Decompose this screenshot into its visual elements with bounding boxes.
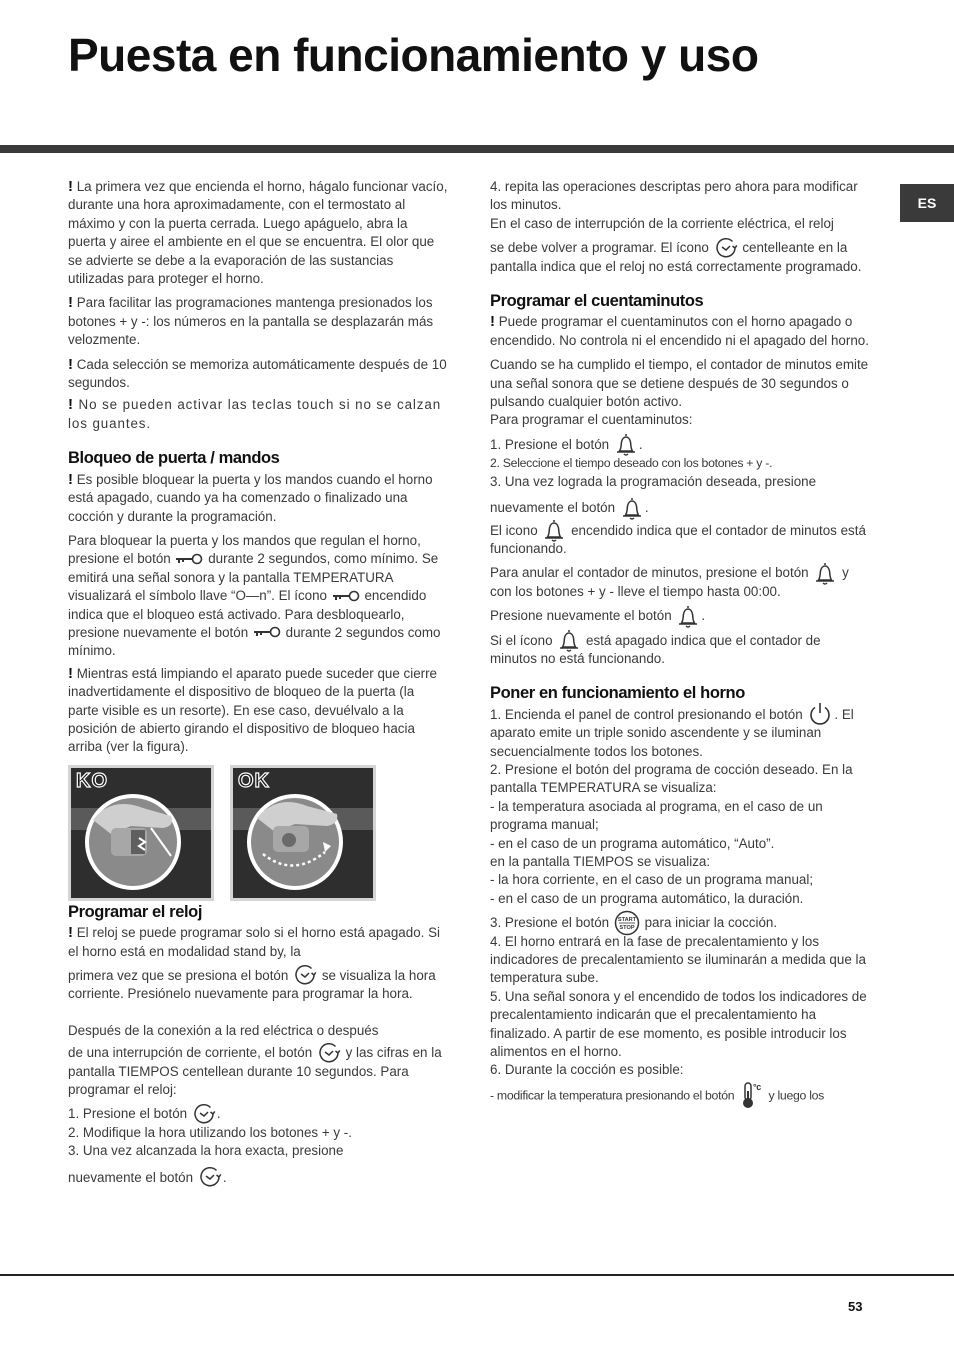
timer-intro: Para programar el cuentaminutos: — [490, 412, 693, 428]
timer-cancel: Para anular el contador de minutos, presione el botón y con los botones + y - lleve el tiempo hasta 00:00. — [490, 564, 870, 601]
key-icon — [332, 589, 360, 603]
clock-after-connection: Después de la conexión a la red eléctrica o después — [68, 1022, 379, 1038]
bell-icon — [813, 560, 837, 586]
key-icon — [175, 552, 203, 566]
note-memory: ! Cada selección se memoriza automáticamente después de 10 segundos. — [68, 355, 447, 391]
bell-icon — [542, 517, 566, 543]
page-title: Puesta en funcionamiento y uso — [68, 29, 759, 81]
clock-step-3-cont: nuevamente el botón . — [68, 1169, 448, 1187]
clock-icon — [198, 1165, 222, 1189]
oven-step-3: 3. Presione el botón START STOP para iniciar la cocción. — [490, 914, 870, 932]
oven-times-manual: - la hora corriente, en el caso de un programa manual; — [490, 872, 814, 888]
photo-ko — [68, 765, 214, 901]
warning-mark: ! — [68, 664, 73, 682]
clock-step-4: 4. repita las operaciones descriptas pero ahora para modificar los minutos. — [490, 179, 858, 213]
timer-step-3-cont: nuevamente el botón . — [490, 499, 870, 517]
bell-icon — [557, 627, 581, 653]
oven-temp-auto: - en el caso de un programa automático, “Auto”. — [490, 835, 775, 851]
timer-off-note: Si el ícono está apagado indica que el contador de minutos no está funcionando. — [490, 632, 870, 669]
oven-times-auto: - en el caso de un programa automático, la duración. — [490, 890, 804, 906]
timer-heading: Programar el cuentaminutos — [490, 292, 704, 311]
note-gloves: ! No se pueden activar las teclas touch si no se calzan los guantes. — [68, 396, 442, 431]
clock-step-3: 3. Una vez alcanzada la hora exacta, presione — [68, 1143, 344, 1159]
clock-icon — [317, 1041, 341, 1065]
oven-step-5: 5. Una señal sonora y el encendido de todos los indicadores de precalentamiento indicarán que el precalentamiento ha finalizado. A partir de ese momento, es posible introducir los alimentos en el horno. — [490, 988, 867, 1060]
clock-step-2: 2. Modifique la hora utilizando los botones + y -. — [68, 1124, 352, 1140]
thermometer-unit: °c — [753, 1081, 762, 1092]
lock-cleaning-note: ! Mientras está limpiando el aparato puede suceder que cierre inadvertidamente el dispositivo de bloqueo de la puerta (la parte visible es un resorte). En ese caso, devuélvalo a la posición de abierto girando el dispositivo de bloqueo hacia arriba (ver la figura). — [68, 664, 438, 755]
footer-rule — [0, 1274, 954, 1276]
start-label: START — [617, 916, 636, 923]
oven-step-6: 6. Durante la cocción es posible: — [490, 1062, 684, 1078]
timer-signal: Cuando se ha cumplido el tiempo, el contador de minutos emite una señal sonora que se detiene después de 30 segundos o pulsando cualquier botón activo. — [490, 357, 869, 410]
oven-step-4: 4. El horno entrará en la fase de precalentamiento y los indicadores de precalentamiento se iluminarán a medida que la temperatura sube. — [490, 933, 866, 986]
left-column — [68, 178, 448, 1191]
warning-mark: ! — [68, 355, 73, 373]
clock-heading: Programar el reloj — [68, 902, 203, 921]
clock-step-1: 1. Presione el botón . — [68, 1105, 448, 1123]
clock-flash-note: de una interrupción de corriente, el botón y las cifras en la pantalla TIEMPOS centellean durante 10 segundos. Para programar el reloj: — [68, 1044, 448, 1099]
key-icon — [253, 625, 281, 639]
lock-intro: ! Es posible bloquear la puerta y los mandos cuando el horno está apagado, cuando ya ha comenzado o finalizado una cocción y durante la programación. — [68, 470, 433, 524]
clock-first-press: primera vez que se presiona el botón se visualiza la hora corriente. Presiónelo nuevamente para programar la hora. — [68, 967, 448, 1004]
page-number: 53 — [848, 1299, 863, 1314]
power-cut-note-cont: se debe volver a programar. El ícono centelleante en la pantalla indica que el reloj no está correctamente programado. — [490, 239, 870, 276]
photo-ok — [230, 765, 376, 901]
stop-label: STOP — [619, 924, 635, 931]
warning-mark: ! — [68, 396, 74, 414]
oven-step-2: 2. Presione el botón del programa de cocción deseado. En la pantalla TEMPERATURA se visualiza: — [490, 761, 853, 796]
start-stop-icon — [614, 910, 640, 936]
clock-standby: ! El reloj se puede programar solo si el horno está apagado. Si el horno está en modalidad stand by, la — [68, 924, 440, 959]
bell-icon — [620, 495, 644, 521]
oven-step-1: 1. Encienda el panel de control presionando el botón . El aparato emite un triple sonido ascendente y se iluminan secuencialmente todos los botones. — [490, 706, 870, 761]
timer-step-2: 2. Seleccione el tiempo deseado con los botones + y -. — [490, 456, 773, 471]
header-rule — [0, 145, 954, 153]
note-first-use: ! La primera vez que encienda el horno, hágalo funcionar vacío, durante una hora aproximadamente, con el termostato al máximo y con la puerta cerrada. Luego apáguelo, abra la puerta y airee el ambiente en el que se encuentra. El olor que se advierte se debe a la evaporación de las sustancias utilizadas para proteger el horno. — [68, 178, 448, 287]
timer-step-3: 3. Una vez lograda la programación deseada, presione — [490, 473, 817, 489]
clock-icon — [192, 1102, 216, 1126]
power-cut-note: En el caso de interrupción de la corriente eléctrica, el reloj — [490, 215, 834, 231]
oven-times-intro: en la pantalla TIEMPOS se visualiza: — [490, 854, 711, 869]
clock-icon — [293, 963, 317, 987]
right-column — [490, 178, 870, 1110]
language-tab: ES — [900, 184, 954, 222]
lock-figure — [68, 765, 448, 899]
lock-heading: Bloqueo de puerta / mandos — [68, 449, 280, 468]
note-fast-scroll: ! Para facilitar las programaciones mantenga presionados los botones + y -: los números en la pantalla se desplazarán más velozmente. — [68, 294, 434, 348]
timer-press-again: Presione nuevamente el botón . — [490, 607, 870, 625]
oven-modify-temp: - modificar la temperatura presionando el botón °c y luego los — [490, 1086, 870, 1106]
warning-mark: ! — [68, 924, 73, 942]
timer-note: ! Puede programar el cuentaminutos con el horno apagado o encendido. No controla ni el encendido ni el apagado del horno. — [490, 313, 869, 348]
photo-ko-label: KO — [76, 769, 108, 792]
photo-ok-label: OK — [238, 769, 270, 792]
warning-mark: ! — [68, 294, 73, 312]
thermometer-icon — [738, 1080, 764, 1110]
power-icon — [807, 701, 833, 727]
warning-mark: ! — [68, 470, 73, 488]
timer-step-1: 1. Presione el botón . — [490, 436, 870, 454]
timer-active-note: El icono encendido indica que el contador de minutos está funcionando. — [490, 522, 870, 559]
oven-temp-manual: - la temperatura asociada al programa, en el caso de un programa manual; — [490, 798, 823, 833]
warning-mark: ! — [68, 178, 73, 195]
lock-instructions: Para bloquear la puerta y los mandos que regulan el horno, presione el botón durante 2 segundos, como mínimo. Se emitirá una señal sonora y la pantalla TEMPERATURA visualizará el símbolo llave “O—n”. El ícono encendido indica que el bloqueo está activado. Para desbloquearlo, presione nuevamente el botón durante 2 segundos como mínimo. — [68, 532, 441, 659]
oven-heading: Poner en funcionamiento el horno — [490, 684, 745, 703]
clock-icon — [714, 236, 738, 260]
warning-mark: ! — [490, 313, 495, 331]
bell-icon — [676, 603, 700, 629]
